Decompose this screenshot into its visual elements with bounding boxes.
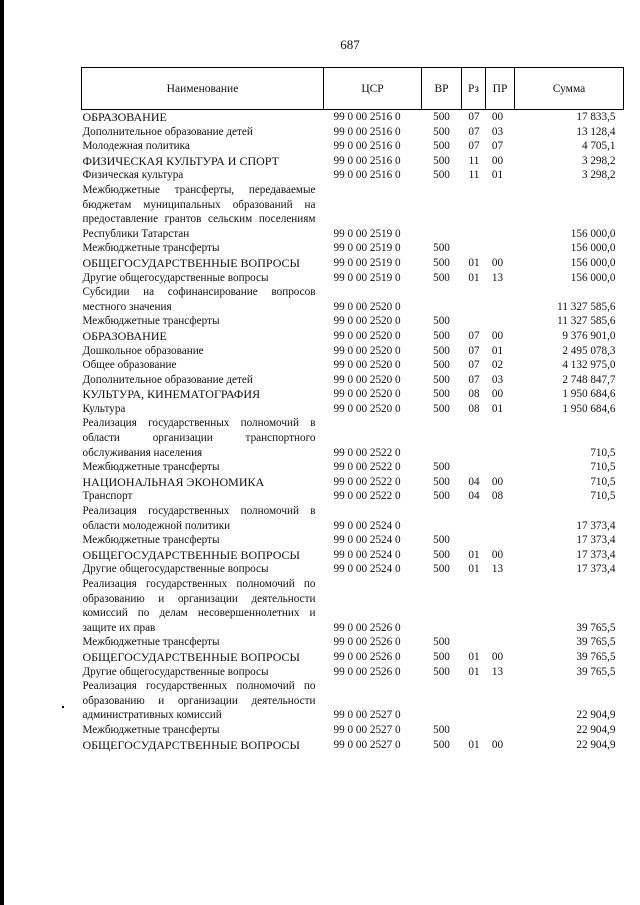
- table-row: [82, 271, 624, 286]
- cell-sum: 710,5: [590, 475, 616, 488]
- cell-rz: [462, 504, 486, 533]
- cell-name: Реализация государственных полномочий по образованию и организации деятельности комиссий по делам несовершеннолетних и защите их прав: [82, 578, 316, 634]
- table-row: [82, 562, 624, 577]
- cell-rz: [462, 577, 486, 635]
- cell-vr: 500: [433, 242, 450, 255]
- cell-rz: 01: [468, 650, 480, 663]
- scan-speck: [62, 706, 64, 708]
- cell-name: Молодежная политика: [82, 140, 190, 153]
- cell-name: КУЛЬТУРА, КИНЕМАТОГРАФИЯ: [82, 387, 261, 402]
- cell-csr: 99 0 00 2527 0: [333, 709, 401, 722]
- cell-vr: 500: [433, 461, 450, 474]
- cell-csr: 99 0 00 2520 0: [333, 373, 401, 386]
- cell-sum: 39 765,5: [576, 665, 616, 678]
- cell-csr: 99 0 00 2516 0: [333, 125, 401, 138]
- cell-rz: 07: [468, 329, 480, 342]
- cell-csr: 99 0 00 2527 0: [333, 723, 401, 736]
- cell-pr: [486, 416, 515, 460]
- cell-vr: 500: [433, 636, 450, 649]
- table-row: [82, 183, 624, 241]
- cell-csr: 99 0 00 2522 0: [333, 490, 401, 503]
- cell-sum: 3 298,2: [581, 169, 616, 182]
- cell-pr: 00: [491, 154, 504, 167]
- table-row: [82, 329, 624, 344]
- col-header-csr: ЦСР: [324, 68, 422, 110]
- cell-pr: 00: [491, 650, 504, 663]
- cell-csr: 99 0 00 2516 0: [333, 154, 401, 167]
- cell-rz: 07: [468, 125, 480, 138]
- cell-sum: 17 373,4: [576, 563, 616, 576]
- cell-name: Общее образование: [82, 359, 177, 372]
- cell-pr: 00: [491, 475, 504, 488]
- cell-sum: 3 298,2: [581, 154, 616, 167]
- cell-name: Реализация государственных полномочий в области организации транспортного обслуживания населения: [82, 417, 316, 459]
- cell-vr: 500: [433, 388, 450, 401]
- cell-name: Межбюджетные трансферты: [82, 461, 220, 474]
- cell-sum: 39 765,5: [576, 621, 616, 634]
- cell-rz: 07: [468, 344, 480, 357]
- cell-vr: [422, 285, 462, 314]
- col-header-rz: Рз: [462, 68, 486, 110]
- cell-csr: 99 0 00 2524 0: [333, 519, 401, 532]
- cell-sum: 17 833,5: [576, 111, 616, 123]
- cell-name: Межбюджетные трансферты: [82, 534, 220, 547]
- cell-pr: 01: [491, 402, 504, 415]
- cell-rz: 01: [468, 548, 480, 561]
- cell-pr: 00: [491, 256, 504, 269]
- page-number: 687: [340, 37, 360, 52]
- table-row: [82, 738, 624, 753]
- cell-name: ОБЩЕГОСУДАРСТВЕННЫЕ ВОПРОСЫ: [82, 255, 300, 270]
- cell-csr: 99 0 00 2519 0: [333, 256, 401, 269]
- cell-vr: [422, 679, 462, 723]
- cell-csr: 99 0 00 2526 0: [333, 650, 401, 663]
- cell-sum: 156 000,0: [570, 227, 616, 240]
- cell-csr: 99 0 00 2526 0: [333, 621, 401, 634]
- cell-vr: 500: [433, 738, 450, 751]
- cell-rz: 08: [468, 388, 480, 401]
- cell-vr: 500: [433, 154, 450, 167]
- cell-sum: 156 000,0: [570, 271, 616, 284]
- table-row: [82, 475, 624, 490]
- cell-rz: [462, 285, 486, 314]
- cell-pr: [486, 635, 515, 650]
- cell-csr: 99 0 00 2524 0: [333, 534, 401, 547]
- col-header-pr: ПР: [486, 68, 515, 110]
- cell-name: Культура: [82, 402, 126, 415]
- cell-rz: [462, 241, 486, 256]
- cell-vr: 500: [433, 475, 450, 488]
- cell-vr: 500: [433, 315, 450, 328]
- cell-vr: 500: [433, 169, 450, 182]
- cell-sum: 9 376 901,0: [562, 329, 616, 342]
- table-body: [82, 110, 624, 753]
- cell-name: Межбюджетные трансферты, передаваемые бюджетам муниципальных образований на предоставление грантов сельским поселениям Республики Татарстан: [82, 183, 316, 240]
- cell-pr: 01: [491, 344, 504, 357]
- cell-name: Дополнительное образование детей: [82, 373, 253, 386]
- table-row: [82, 139, 624, 154]
- cell-sum: 1 950 684,6: [562, 402, 616, 415]
- cell-pr: 00: [491, 738, 504, 751]
- cell-sum: 17 373,4: [576, 534, 616, 547]
- table-row: [82, 548, 624, 563]
- cell-sum: 156 000,0: [570, 256, 616, 269]
- cell-name: Дошкольное образование: [82, 344, 204, 357]
- cell-sum: 39 765,5: [576, 650, 616, 663]
- cell-csr: 99 0 00 2516 0: [333, 140, 401, 153]
- table-row: [82, 460, 624, 475]
- cell-rz: 01: [468, 256, 480, 269]
- cell-pr: 13: [491, 563, 504, 576]
- cell-sum: 710,5: [590, 490, 616, 503]
- cell-csr: 99 0 00 2520 0: [333, 359, 401, 372]
- cell-rz: 07: [468, 111, 480, 123]
- cell-vr: [422, 504, 462, 533]
- cell-csr: 99 0 00 2519 0: [333, 227, 401, 240]
- cell-csr: 99 0 00 2524 0: [333, 548, 401, 561]
- table-row: [82, 665, 624, 680]
- cell-csr: 99 0 00 2522 0: [333, 475, 401, 488]
- cell-sum: 11 327 585,6: [557, 300, 616, 313]
- cell-pr: [486, 577, 515, 635]
- cell-name: ОБЩЕГОСУДАРСТВЕННЫЕ ВОПРОСЫ: [82, 547, 300, 562]
- cell-rz: [462, 533, 486, 548]
- cell-csr: 99 0 00 2520 0: [333, 300, 401, 313]
- cell-vr: 500: [433, 373, 450, 386]
- table-row: [82, 533, 624, 548]
- cell-name: Другие общегосударственные вопросы: [82, 563, 269, 576]
- cell-rz: 01: [468, 738, 480, 751]
- cell-rz: 11: [468, 154, 480, 167]
- table-row: [82, 344, 624, 359]
- cell-pr: [486, 460, 515, 475]
- table-row: [82, 387, 624, 402]
- cell-name: Реализация государственных полномочий в области молодежной политики: [82, 505, 316, 532]
- cell-pr: [486, 183, 515, 241]
- cell-csr: 99 0 00 2520 0: [333, 315, 401, 328]
- col-header-sum: Сумма: [515, 68, 624, 110]
- cell-csr: 99 0 00 2527 0: [333, 738, 401, 751]
- cell-rz: 08: [468, 402, 480, 415]
- cell-pr: 13: [491, 665, 504, 678]
- table-row: [82, 256, 624, 271]
- cell-csr: 99 0 00 2520 0: [333, 329, 401, 342]
- cell-rz: [462, 460, 486, 475]
- cell-pr: [486, 504, 515, 533]
- cell-name: Реализация государственных полномочий по образованию и организации деятельности административных комиссий: [82, 680, 316, 722]
- table-row: [82, 241, 624, 256]
- cell-csr: 99 0 00 2520 0: [333, 402, 401, 415]
- cell-vr: 500: [433, 723, 450, 736]
- cell-sum: 4 132 975,0: [562, 359, 616, 372]
- cell-name: ОБРАЗОВАНИЕ: [82, 110, 167, 124]
- cell-sum: 13 128,4: [576, 125, 616, 138]
- cell-pr: 00: [491, 111, 504, 123]
- cell-sum: 4 705,1: [581, 140, 616, 153]
- table-row: [82, 635, 624, 650]
- table-row: [82, 168, 624, 183]
- cell-name: Межбюджетные трансферты: [82, 242, 220, 255]
- cell-sum: 710,5: [590, 461, 616, 474]
- cell-rz: 07: [468, 373, 480, 386]
- cell-rz: 01: [468, 271, 480, 284]
- cell-name: ОБРАЗОВАНИЕ: [82, 328, 167, 343]
- cell-vr: 500: [433, 359, 450, 372]
- cell-sum: 710,5: [590, 446, 616, 459]
- cell-sum: 11 327 585,6: [557, 315, 616, 328]
- table-row: [82, 358, 624, 373]
- cell-rz: 07: [468, 359, 480, 372]
- cell-name: Дополнительное образование детей: [82, 125, 253, 138]
- cell-vr: [422, 183, 462, 241]
- col-header-vr: ВР: [422, 68, 462, 110]
- cell-pr: [486, 285, 515, 314]
- table-row: [82, 402, 624, 417]
- cell-name: Межбюджетные трансферты: [82, 315, 220, 328]
- cell-name: НАЦИОНАЛЬНАЯ ЭКОНОМИКА: [82, 474, 265, 489]
- cell-vr: 500: [433, 125, 450, 138]
- cell-name: Физическая культура: [82, 169, 184, 182]
- cell-name: Другие общегосударственные вопросы: [82, 665, 269, 678]
- scan-edge-mark: [1, 300, 3, 310]
- cell-rz: 04: [468, 475, 480, 488]
- cell-rz: 01: [468, 665, 480, 678]
- cell-name: Другие общегосударственные вопросы: [82, 271, 269, 284]
- cell-rz: 07: [468, 140, 480, 153]
- cell-vr: 500: [433, 344, 450, 357]
- table-row: [82, 489, 624, 504]
- cell-sum: 156 000,0: [570, 242, 616, 255]
- cell-vr: 500: [433, 111, 450, 123]
- cell-name: Межбюджетные трансферты: [82, 723, 220, 736]
- cell-sum: 1 950 684,6: [562, 388, 616, 401]
- cell-rz: [462, 679, 486, 723]
- cell-sum: 2 748 847,7: [562, 373, 616, 386]
- cell-sum: 39 765,5: [576, 636, 616, 649]
- cell-name: Межбюджетные трансферты: [82, 636, 220, 649]
- cell-vr: 500: [433, 256, 450, 269]
- cell-pr: 03: [491, 125, 504, 138]
- table-row: [82, 373, 624, 388]
- cell-csr: 99 0 00 2526 0: [333, 636, 401, 649]
- cell-vr: 500: [433, 271, 450, 284]
- table-row: [82, 723, 624, 738]
- table-row: [82, 577, 624, 635]
- table-row: [82, 504, 624, 533]
- cell-pr: [486, 314, 515, 329]
- cell-vr: 500: [433, 665, 450, 678]
- cell-rz: [462, 723, 486, 738]
- cell-pr: 08: [491, 490, 504, 503]
- cell-csr: 99 0 00 2516 0: [333, 111, 401, 123]
- cell-vr: 500: [433, 548, 450, 561]
- cell-rz: [462, 183, 486, 241]
- table-row: [82, 314, 624, 329]
- cell-csr: 99 0 00 2522 0: [333, 461, 401, 474]
- cell-csr: 99 0 00 2519 0: [333, 271, 401, 284]
- col-header-name: Наименование: [82, 68, 324, 110]
- cell-rz: 01: [468, 563, 480, 576]
- cell-name: ФИЗИЧЕСКАЯ КУЛЬТУРА И СПОРТ: [82, 153, 279, 168]
- cell-name: ОБЩЕГОСУДАРСТВЕННЫЕ ВОПРОСЫ: [82, 649, 300, 664]
- cell-name: ОБЩЕГОСУДАРСТВЕННЫЕ ВОПРОСЫ: [82, 737, 300, 752]
- cell-vr: [422, 416, 462, 460]
- cell-sum: 17 373,4: [576, 519, 616, 532]
- cell-csr: 99 0 00 2524 0: [333, 563, 401, 576]
- scan-left-edge: [0, 0, 4, 905]
- cell-pr: 13: [491, 271, 504, 284]
- cell-csr: 99 0 00 2520 0: [333, 344, 401, 357]
- cell-rz: 04: [468, 490, 480, 503]
- table-header-row: [82, 68, 624, 110]
- table-row: [82, 285, 624, 314]
- cell-vr: [422, 577, 462, 635]
- table-row: [82, 154, 624, 169]
- cell-pr: 00: [491, 388, 504, 401]
- cell-vr: 500: [433, 140, 450, 153]
- cell-pr: 00: [491, 329, 504, 342]
- cell-sum: 17 373,4: [576, 548, 616, 561]
- cell-sum: 22 904,9: [576, 723, 616, 736]
- cell-vr: 500: [433, 534, 450, 547]
- cell-vr: 500: [433, 563, 450, 576]
- scan-edge-mark: [1, 540, 3, 550]
- cell-rz: [462, 314, 486, 329]
- cell-name: Транспорт: [82, 490, 133, 503]
- cell-rz: [462, 416, 486, 460]
- table-row: [82, 650, 624, 665]
- cell-pr: 02: [491, 359, 504, 372]
- cell-pr: [486, 241, 515, 256]
- cell-vr: 500: [433, 402, 450, 415]
- cell-vr: 500: [433, 329, 450, 342]
- cell-pr: 00: [491, 548, 504, 561]
- cell-csr: 99 0 00 2522 0: [333, 446, 401, 459]
- cell-vr: 500: [433, 490, 450, 503]
- cell-pr: [486, 723, 515, 738]
- cell-pr: 07: [491, 140, 504, 153]
- cell-pr: [486, 533, 515, 548]
- cell-vr: 500: [433, 650, 450, 663]
- cell-rz: [462, 635, 486, 650]
- table-row: [82, 416, 624, 460]
- cell-csr: 99 0 00 2526 0: [333, 665, 401, 678]
- cell-csr: 99 0 00 2519 0: [333, 242, 401, 255]
- cell-csr: 99 0 00 2520 0: [333, 388, 401, 401]
- cell-pr: 01: [491, 169, 504, 182]
- table-row: [82, 110, 624, 125]
- table-row: [82, 125, 624, 140]
- cell-csr: 99 0 00 2516 0: [333, 169, 401, 182]
- cell-pr: 03: [491, 373, 504, 386]
- cell-rz: 11: [468, 169, 480, 182]
- cell-sum: 22 904,9: [576, 709, 616, 722]
- cell-pr: [486, 679, 515, 723]
- table-row: [82, 679, 624, 723]
- cell-sum: 22 904,9: [576, 738, 616, 751]
- cell-sum: 2 495 078,3: [562, 344, 616, 357]
- cell-name: Субсидии на софинансирование вопросов местного значения: [82, 286, 316, 313]
- budget-table: [81, 67, 624, 752]
